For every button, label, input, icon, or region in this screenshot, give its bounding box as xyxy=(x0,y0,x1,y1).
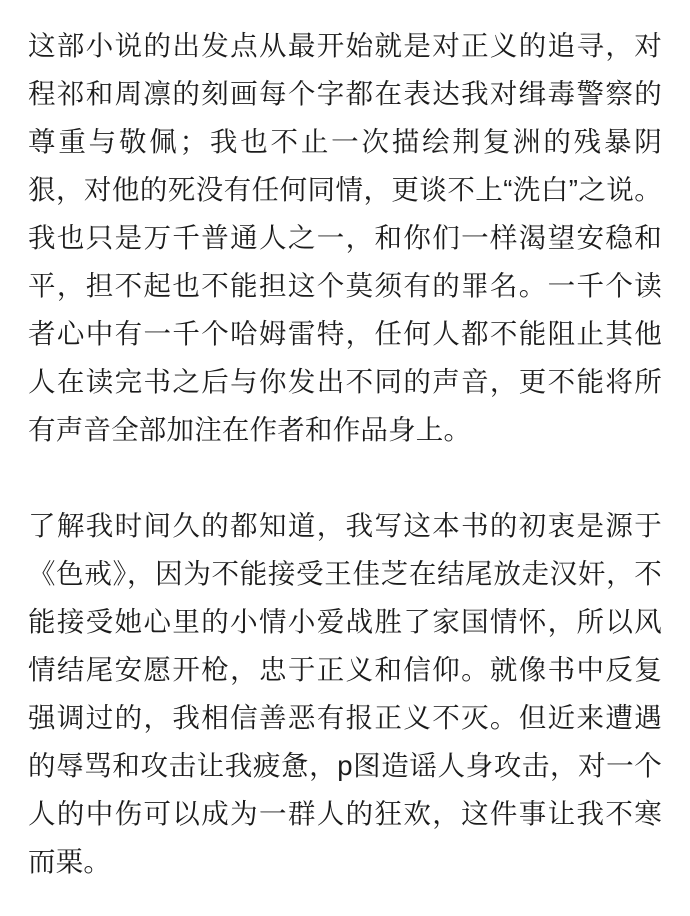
paragraph-2: 了解我时间久的都知道，我写这本书的初衷是源于《色戒》，因为不能接受王佳芝在结尾放走汉奸，不能接受她心里的小情小爱战胜了家国情怀，所以风情结尾安愿开枪，忠于正义和信仰。就像书中反复强调过的，我相信善恶有报正义不灭。但近来遭遇的辱骂和攻击让我疲惫，p图造谣人身攻击，对一个人的中伤可以成为一群人的狂欢，这件事让我不寒而栗。 xyxy=(28,510,662,877)
paragraph-1: 这部小说的出发点从最开始就是对正义的追寻，对程祁和周凛的刻画每个字都在表达我对缉毒警察的尊重与敬佩；我也不止一次描绘荆复洲的残暴阴狠，对他的死没有任何同情，更谈不上“洗白”之说。我也只是万千普通人之一，和你们一样渴望安稳和平，担不起也不能担这个莫须有的罪名。一千个读者心中有一千个哈姆雷特，任何人都不能阻止其他人在读完书之后与你发出不同的声音，更不能将所有声音全部加注在作者和作品身上。 xyxy=(28,30,662,445)
